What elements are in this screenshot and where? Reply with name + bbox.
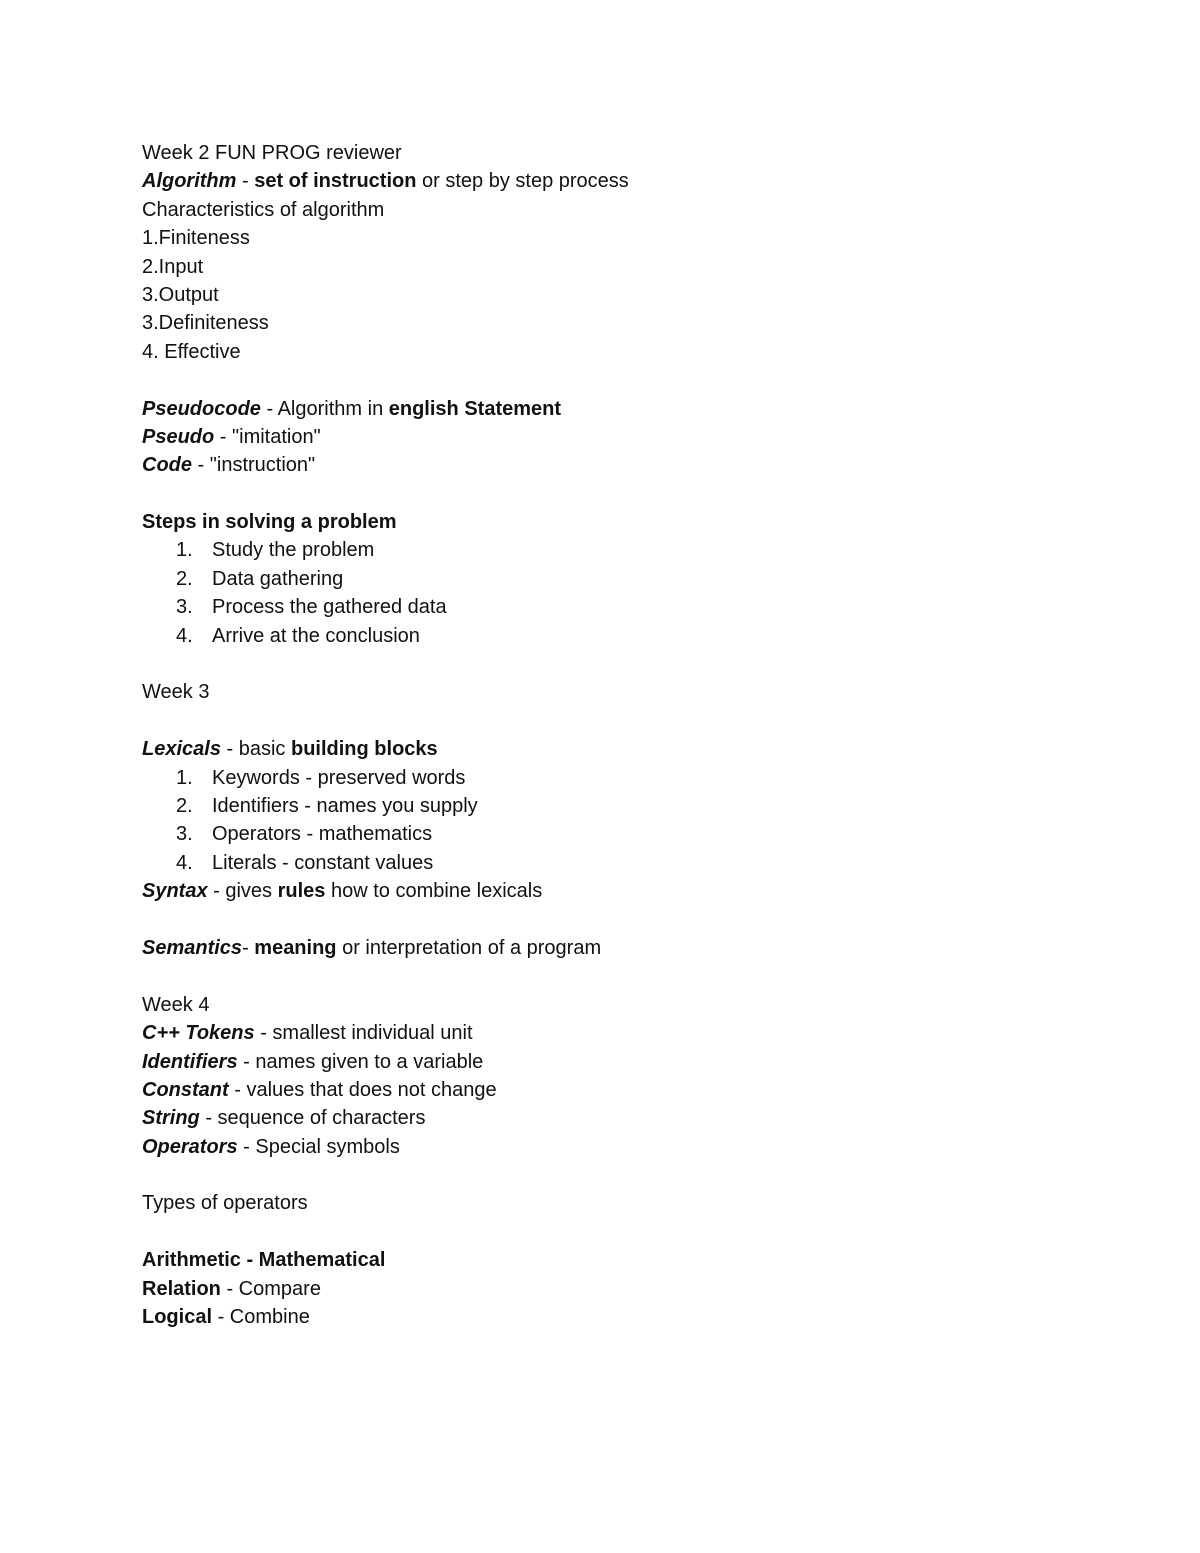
list-number: 1.	[176, 766, 193, 789]
relation-rest: - Compare	[220, 1277, 321, 1300]
token-rest: - values that does not change	[228, 1078, 497, 1101]
pseudo-term: Pseudo	[142, 425, 215, 448]
steps-heading: Steps in solving a problem	[142, 511, 397, 534]
token-term: Identifiers	[142, 1050, 238, 1073]
list-item	[142, 536, 1102, 564]
token-rest: - names given to a variable	[237, 1050, 484, 1073]
list-item	[142, 593, 1102, 621]
token-rest: - sequence of characters	[199, 1107, 426, 1130]
document-body	[142, 139, 1102, 1331]
syntax-rest: how to combine lexicals	[325, 880, 543, 903]
list-text: Literals - constant values	[212, 851, 434, 874]
code-term: Code	[142, 454, 192, 477]
list-text: Process the gathered data	[212, 596, 447, 619]
list-text: Identifiers - names you supply	[212, 794, 478, 817]
characteristic-item: 4. Effective	[142, 340, 241, 363]
characteristics-heading: Characteristics of algorithm	[142, 198, 385, 221]
token-definition	[142, 1019, 1102, 1047]
algorithm-sep: -	[236, 170, 255, 193]
token-definition	[142, 1048, 1102, 1076]
characteristic-item: 3.Output	[142, 283, 219, 306]
token-term: Operators	[142, 1135, 238, 1158]
token-term: String	[142, 1107, 200, 1130]
list-number: 3.	[176, 596, 193, 619]
characteristic-item: 1.Finiteness	[142, 227, 250, 250]
lexicals-list	[142, 764, 1102, 878]
semantics-rest: or interpretation of a program	[336, 936, 602, 959]
list-text: Arrive at the conclusion	[212, 624, 420, 647]
logical-rest: - Combine	[212, 1306, 310, 1329]
list-item	[142, 622, 1102, 650]
relation-term: Relation	[142, 1277, 221, 1300]
list-number: 2.	[176, 794, 193, 817]
list-text: Data gathering	[212, 567, 344, 590]
list-number: 4.	[176, 851, 193, 874]
lexicals-bold: building blocks	[290, 738, 438, 761]
pseudocode-bold: english Statement	[388, 397, 562, 420]
syntax-bold: rules	[277, 880, 326, 903]
list-text: Keywords - preserved words	[212, 766, 466, 789]
list-text: Operators - mathematics	[212, 823, 433, 846]
logical-definition	[142, 1303, 1102, 1331]
steps-list	[142, 536, 1102, 650]
token-term: Constant	[142, 1078, 229, 1101]
week4-heading: Week 4	[142, 993, 210, 1016]
list-item	[142, 820, 1102, 848]
syntax-term: Syntax	[142, 880, 208, 903]
semantics-sep: -	[242, 936, 255, 959]
logical-term: Logical	[142, 1306, 213, 1329]
lexicals-term: Lexicals	[142, 738, 221, 761]
token-rest: - Special symbols	[237, 1135, 400, 1158]
relation-definition	[142, 1275, 1102, 1303]
document-title: Week 2 FUN PROG reviewer	[142, 142, 402, 164]
week3-heading: Week 3	[142, 681, 210, 704]
code-rest: - "instruction"	[192, 454, 316, 477]
semantics-term: Semantics	[142, 936, 243, 959]
token-definition	[142, 1133, 1102, 1161]
list-number: 4.	[176, 624, 193, 647]
list-number: 1.	[176, 539, 193, 562]
algorithm-rest: or step by step process	[416, 170, 629, 193]
arithmetic-definition: Arithmetic - Mathematical	[142, 1249, 386, 1272]
list-number: 2.	[176, 567, 193, 590]
algorithm-term: Algorithm	[142, 170, 237, 193]
token-definition	[142, 1076, 1102, 1104]
list-item	[142, 849, 1102, 877]
pseudo-rest: - "imitation"	[214, 425, 321, 448]
pseudo-definition	[142, 423, 1102, 451]
characteristic-item: 2.Input	[142, 255, 204, 278]
list-item	[142, 792, 1102, 820]
algorithm-bold: set of instruction	[254, 170, 417, 193]
lexicals-definition	[142, 735, 1102, 763]
semantics-bold: meaning	[254, 936, 337, 959]
syntax-sep: - gives	[207, 880, 278, 903]
token-term: C++ Tokens	[142, 1022, 255, 1045]
token-definition	[142, 1104, 1102, 1132]
types-heading: Types of operators	[142, 1192, 308, 1215]
characteristic-item: 3.Definiteness	[142, 312, 269, 335]
pseudocode-term: Pseudocode	[142, 397, 261, 420]
syntax-definition	[142, 877, 1102, 905]
pseudocode-sep: - Algorithm in	[260, 397, 389, 420]
lexicals-sep: - basic	[220, 738, 291, 761]
list-item	[142, 764, 1102, 792]
token-rest: - smallest individual unit	[254, 1022, 473, 1045]
algorithm-definition	[142, 167, 1102, 195]
code-definition	[142, 451, 1102, 479]
list-text: Study the problem	[212, 539, 375, 562]
list-number: 3.	[176, 823, 193, 846]
list-item	[142, 565, 1102, 593]
semantics-definition	[142, 934, 1102, 962]
pseudocode-definition	[142, 395, 1102, 423]
